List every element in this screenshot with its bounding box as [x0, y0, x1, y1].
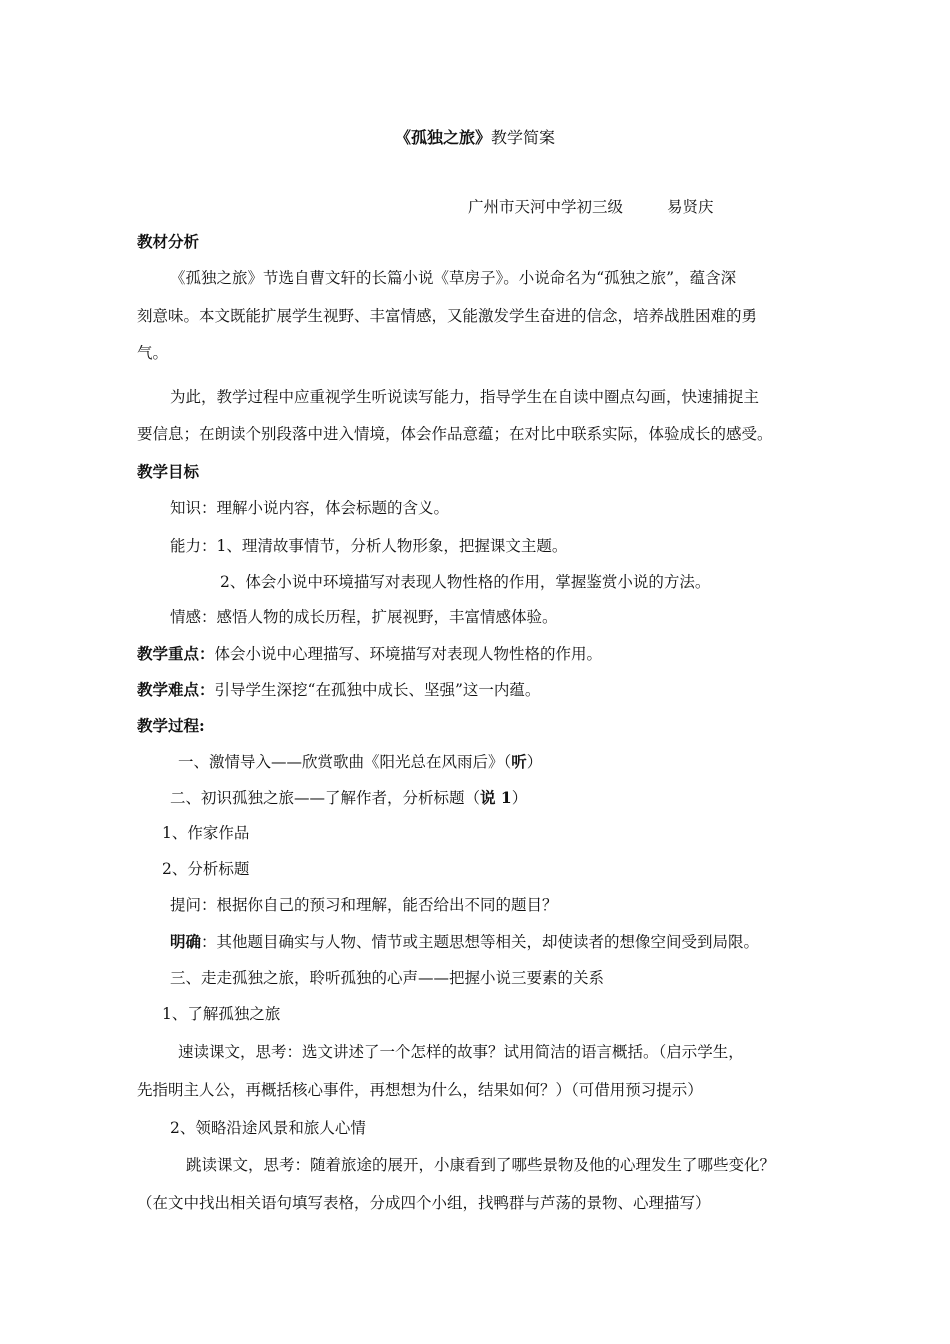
list-item: 2、分析标题 [162, 860, 250, 878]
paragraph-line: 气。 [137, 344, 169, 362]
goal-ability-1: 能力：1、理清故事情节，分析人物形象，把握课文主题。 [170, 537, 568, 555]
clarify-label: 明确 [170, 932, 202, 951]
author-line [468, 197, 714, 217]
process-step-3: 三、走走孤独之旅，聆听孤独的心声——把握小说三要素的关系 [170, 969, 605, 987]
step-2-end: ） [511, 789, 528, 807]
list-item: 1、作家作品 [162, 824, 250, 842]
goal-ability-2: 2、体会小说中环境描写对表现人物性格的作用，掌握鉴赏小说的方法。 [220, 573, 711, 591]
author-name: 易贤庆 [667, 198, 714, 216]
section-heading-analysis: 教材分析 [137, 232, 200, 251]
question-line: 提问：根据你自己的预习和理解，能否给出不同的题目？ [170, 896, 558, 914]
process-step-2 [170, 788, 527, 808]
list-item: 2、领略沿途风景和旅人心情 [170, 1119, 366, 1137]
paragraph-line: 刻意味。本文既能扩展学生视野、丰富情感，又能激发学生奋进的信念，培养战胜困难的勇 [137, 307, 758, 325]
paragraph-line: 跳读课文，思考：随着旅途的展开，小康看到了哪些景物及他的心理发生了哪些变化？ [186, 1156, 776, 1174]
paragraph-line: 《孤独之旅》节选自曹文轩的长篇小说《草房子》。小说命名为“孤独之旅”，蕴含深 [170, 269, 737, 287]
process-step-1 [178, 752, 542, 772]
step-2-bold: 说 1 [480, 788, 512, 807]
title-bold: 《孤独之旅》 [394, 128, 491, 147]
document-title [0, 128, 950, 148]
paragraph-line: 要信息；在朗读个别段落中进入情境，体会作品意蕴；在对比中联系实际，体验成长的感受。 [137, 425, 773, 443]
key-point-line [137, 644, 602, 664]
paragraph-line: 先指明主人公，再概括核心事件，再想想为什么，结果如何？）（可借用预习提示） [137, 1081, 703, 1099]
paragraph-line: （在文中找出相关语句填写表格，分成四个小组，找鸭群与芦荡的景物、心理描写） [137, 1194, 711, 1212]
school-name: 广州市天河中学初三级 [468, 198, 624, 216]
title-rest: 教学简案 [491, 128, 556, 147]
goal-emotion: 情感：感悟人物的成长历程，扩展视野，丰富情感体验。 [170, 608, 558, 626]
section-heading-process: 教学过程: [137, 716, 205, 735]
paragraph-line: 速读课文，思考：选文讲述了一个怎样的故事？试用简洁的语言概括。（启示学生， [178, 1043, 744, 1061]
paragraph-line: 为此，教学过程中应重视学生听说读写能力，指导学生在自读中圈点勾画，快速捕捉主 [170, 388, 760, 406]
clarify-line [170, 932, 759, 952]
step-1-bold: 听 [511, 752, 527, 771]
step-2-text: 二、初识孤独之旅——了解作者，分析标题（ [170, 789, 481, 807]
step-1-text: 一、激情导入——欣赏歌曲《阳光总在风雨后》（ [178, 753, 512, 771]
section-heading-goals: 教学目标 [137, 462, 200, 481]
step-1-end: ） [526, 753, 543, 771]
difficulty-line [137, 680, 540, 700]
goal-knowledge: 知识：理解小说内容，体会标题的含义。 [170, 499, 450, 517]
list-item: 1、了解孤独之旅 [162, 1005, 281, 1023]
difficulty-label: 教学难点： [137, 680, 215, 699]
difficulty-text: 引导学生深挖“在孤独中成长、坚强”这一内蕴。 [214, 681, 541, 699]
key-point-text: 体会小说中心理描写、环境描写对表现人物性格的作用。 [214, 645, 603, 663]
clarify-text: ：其他题目确实与人物、情节或主题思想等相关，却使读者的想像空间受到局限。 [201, 933, 760, 951]
key-point-label: 教学重点： [137, 644, 215, 663]
